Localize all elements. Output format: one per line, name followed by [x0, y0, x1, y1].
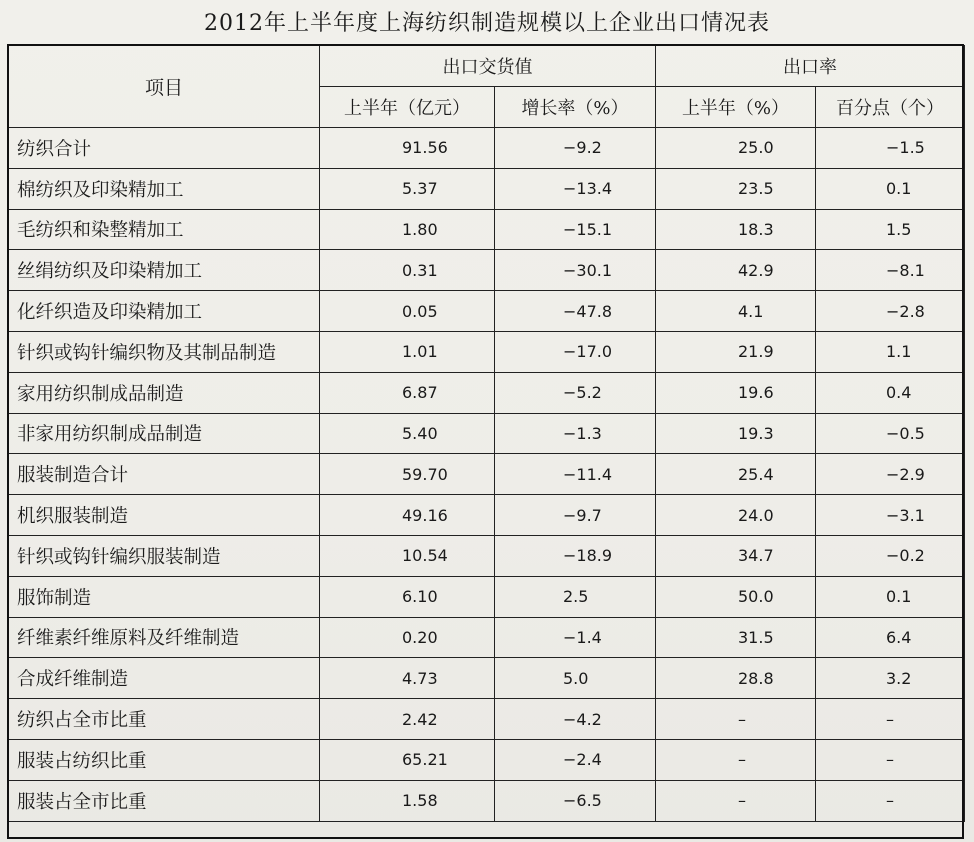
row-export-rate: 42.9	[656, 250, 816, 291]
table-row	[9, 413, 965, 454]
row-item-name: 纺织占全市比重	[9, 699, 320, 740]
row-export-value: 1.58	[320, 780, 495, 821]
row-export-value: 10.54	[320, 535, 495, 576]
row-growth-rate: 5.0	[495, 658, 656, 699]
row-rate-points: –	[816, 739, 965, 780]
row-item-name: 毛纺织和染整精加工	[9, 209, 320, 250]
row-item-name: 纤维素纤维原料及纤维制造	[9, 617, 320, 658]
row-item-name: 针织或钩针编织服装制造	[9, 535, 320, 576]
header-h1-rate: 上半年（%）	[656, 87, 816, 128]
header-export-rate: 出口率	[656, 46, 965, 87]
row-export-rate: 18.3	[656, 209, 816, 250]
row-item-name: 非家用纺织制成品制造	[9, 413, 320, 454]
row-rate-points: −2.8	[816, 291, 965, 332]
row-export-rate: 28.8	[656, 658, 816, 699]
table-row	[9, 739, 965, 780]
row-growth-rate: −11.4	[495, 454, 656, 495]
table-row	[9, 250, 965, 291]
row-export-value: 1.80	[320, 209, 495, 250]
row-growth-rate: −1.4	[495, 617, 656, 658]
row-export-value: 5.37	[320, 168, 495, 209]
row-export-value: 6.87	[320, 372, 495, 413]
table-row	[9, 168, 965, 209]
row-growth-rate: −17.0	[495, 331, 656, 372]
row-export-rate: 19.6	[656, 372, 816, 413]
table-row	[9, 495, 965, 536]
row-item-name: 针织或钩针编织物及其制品制造	[9, 331, 320, 372]
row-export-rate: 25.0	[656, 128, 816, 169]
row-growth-rate: −30.1	[495, 250, 656, 291]
row-rate-points: 1.5	[816, 209, 965, 250]
row-rate-points: 0.1	[816, 168, 965, 209]
row-item-name: 丝绢纺织及印染精加工	[9, 250, 320, 291]
header-growth: 增长率（%）	[495, 87, 656, 128]
row-item-name: 纺织合计	[9, 128, 320, 169]
row-growth-rate: −9.7	[495, 495, 656, 536]
row-export-value: 65.21	[320, 739, 495, 780]
row-export-value: 0.20	[320, 617, 495, 658]
row-growth-rate: −15.1	[495, 209, 656, 250]
row-rate-points: –	[816, 699, 965, 740]
row-export-rate: 31.5	[656, 617, 816, 658]
row-item-name: 合成纤维制造	[9, 658, 320, 699]
row-export-value: 1.01	[320, 331, 495, 372]
header-item: 项目	[9, 46, 320, 128]
row-growth-rate: −47.8	[495, 291, 656, 332]
row-export-rate: –	[656, 739, 816, 780]
row-export-rate: 34.7	[656, 535, 816, 576]
row-rate-points: 0.1	[816, 576, 965, 617]
row-export-rate: 24.0	[656, 495, 816, 536]
row-growth-rate: −6.5	[495, 780, 656, 821]
row-export-rate: 25.4	[656, 454, 816, 495]
row-export-value: 2.42	[320, 699, 495, 740]
row-rate-points: −2.9	[816, 454, 965, 495]
row-rate-points: −0.2	[816, 535, 965, 576]
row-export-value: 91.56	[320, 128, 495, 169]
row-rate-points: −3.1	[816, 495, 965, 536]
row-growth-rate: 2.5	[495, 576, 656, 617]
row-export-value: 49.16	[320, 495, 495, 536]
table-row	[9, 128, 965, 169]
row-growth-rate: −5.2	[495, 372, 656, 413]
row-item-name: 服装占纺织比重	[9, 739, 320, 780]
row-export-rate: 21.9	[656, 331, 816, 372]
row-item-name: 家用纺织制成品制造	[9, 372, 320, 413]
table-row	[9, 291, 965, 332]
table-row	[9, 372, 965, 413]
row-rate-points: 0.4	[816, 372, 965, 413]
table-body	[9, 128, 965, 822]
row-item-name: 机织服装制造	[9, 495, 320, 536]
row-growth-rate: −9.2	[495, 128, 656, 169]
row-growth-rate: −18.9	[495, 535, 656, 576]
table-title: 2012年上半年度上海纺织制造规模以上企业出口情况表	[204, 11, 770, 36]
table-row	[9, 209, 965, 250]
table-row	[9, 454, 965, 495]
row-rate-points: 1.1	[816, 331, 965, 372]
row-export-value: 5.40	[320, 413, 495, 454]
table-row	[9, 780, 965, 821]
table-row	[9, 331, 965, 372]
row-rate-points: 6.4	[816, 617, 965, 658]
row-rate-points: –	[816, 780, 965, 821]
row-rate-points: −8.1	[816, 250, 965, 291]
row-rate-points: −1.5	[816, 128, 965, 169]
table-row	[9, 576, 965, 617]
table-row	[9, 617, 965, 658]
row-export-rate: 19.3	[656, 413, 816, 454]
header-points: 百分点（个）	[816, 87, 965, 128]
export-table	[8, 45, 965, 822]
row-export-rate: 50.0	[656, 576, 816, 617]
row-export-rate: 23.5	[656, 168, 816, 209]
row-export-value: 0.31	[320, 250, 495, 291]
row-export-rate: 4.1	[656, 291, 816, 332]
row-growth-rate: −13.4	[495, 168, 656, 209]
row-export-value: 0.05	[320, 291, 495, 332]
row-export-rate: –	[656, 780, 816, 821]
row-rate-points: 3.2	[816, 658, 965, 699]
row-growth-rate: −4.2	[495, 699, 656, 740]
row-export-value: 6.10	[320, 576, 495, 617]
row-rate-points: −0.5	[816, 413, 965, 454]
table-row	[9, 699, 965, 740]
row-growth-rate: −1.3	[495, 413, 656, 454]
row-item-name: 化纤织造及印染精加工	[9, 291, 320, 332]
header-h1-value: 上半年（亿元）	[320, 87, 495, 128]
table-row	[9, 535, 965, 576]
row-item-name: 服饰制造	[9, 576, 320, 617]
table-row	[9, 658, 965, 699]
row-growth-rate: −2.4	[495, 739, 656, 780]
row-item-name: 服装制造合计	[9, 454, 320, 495]
row-export-value: 4.73	[320, 658, 495, 699]
row-export-rate: –	[656, 699, 816, 740]
header-export-value: 出口交货值	[320, 46, 656, 87]
row-export-value: 59.70	[320, 454, 495, 495]
row-item-name: 服装占全市比重	[9, 780, 320, 821]
row-item-name: 棉纺织及印染精加工	[9, 168, 320, 209]
